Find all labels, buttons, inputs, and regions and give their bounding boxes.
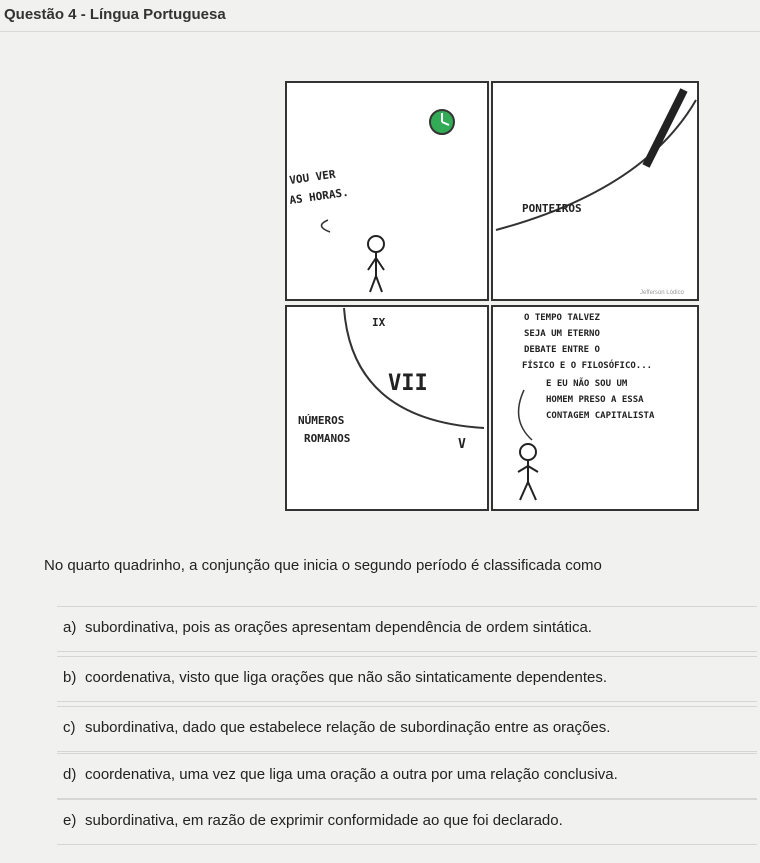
option-b[interactable] xyxy=(57,656,757,702)
speech-line: SEJA UM ETERNO xyxy=(524,329,600,339)
option-a[interactable] xyxy=(57,606,757,652)
option-text: subordinativa, dado que estabelece relação de subordinação entre as orações. xyxy=(85,719,611,736)
speech-line: FÍSICO E O FILOSÓFICO... xyxy=(522,361,653,371)
option-letter: c) xyxy=(63,719,76,736)
roman-numeral: V xyxy=(458,437,466,452)
comic-panel-2 xyxy=(492,82,698,300)
author-credit: Jefferson Lódico xyxy=(640,290,684,296)
option-letter: b) xyxy=(63,669,77,686)
panel-label: PONTEIROS xyxy=(522,202,582,215)
option-letter: a) xyxy=(63,619,77,636)
speech-line: E EU NÃO SOU UM xyxy=(546,379,628,389)
panel-label: ROMANOS xyxy=(304,432,351,445)
option-text: subordinativa, em razão de exprimir conformidade ao que foi declarado. xyxy=(85,812,563,829)
option-text: coordenativa, visto que liga orações que não são sintaticamente dependentes. xyxy=(85,669,608,686)
comic-panel-1 xyxy=(286,82,488,300)
option-d[interactable] xyxy=(57,753,757,799)
option-letter: d) xyxy=(63,766,77,783)
speech-line: O TEMPO TALVEZ xyxy=(524,313,600,323)
roman-numeral: IX xyxy=(372,316,386,329)
speech-line: VOU VER xyxy=(288,167,337,187)
speech-line: DEBATE ENTRE O xyxy=(524,345,600,355)
title-divider xyxy=(0,31,760,32)
roman-numeral: VII xyxy=(388,371,428,396)
speech-line: AS HORAS. xyxy=(288,185,350,207)
speech-line: CONTAGEM CAPITALISTA xyxy=(546,411,655,421)
option-letter: e) xyxy=(63,812,77,829)
comic-strip xyxy=(284,80,700,512)
comic-panel-4 xyxy=(492,306,698,510)
option-text: subordinativa, pois as orações apresentam dependência de ordem sintática. xyxy=(85,619,592,636)
option-c[interactable] xyxy=(57,706,757,752)
speech-line: HOMEM PRESO A ESSA xyxy=(546,395,644,405)
question-title: Questão 4 - Língua Portuguesa xyxy=(4,6,226,23)
panel-label: NÚMEROS xyxy=(298,414,345,427)
question-prompt: No quarto quadrinho, a conjunção que inicia o segundo período é classificada como xyxy=(44,557,602,574)
clock-icon xyxy=(430,110,454,134)
comic-panel-3 xyxy=(286,306,488,510)
option-text: coordenativa, uma vez que liga uma oração a outra por uma relação conclusiva. xyxy=(85,766,618,783)
option-e[interactable] xyxy=(57,799,757,845)
